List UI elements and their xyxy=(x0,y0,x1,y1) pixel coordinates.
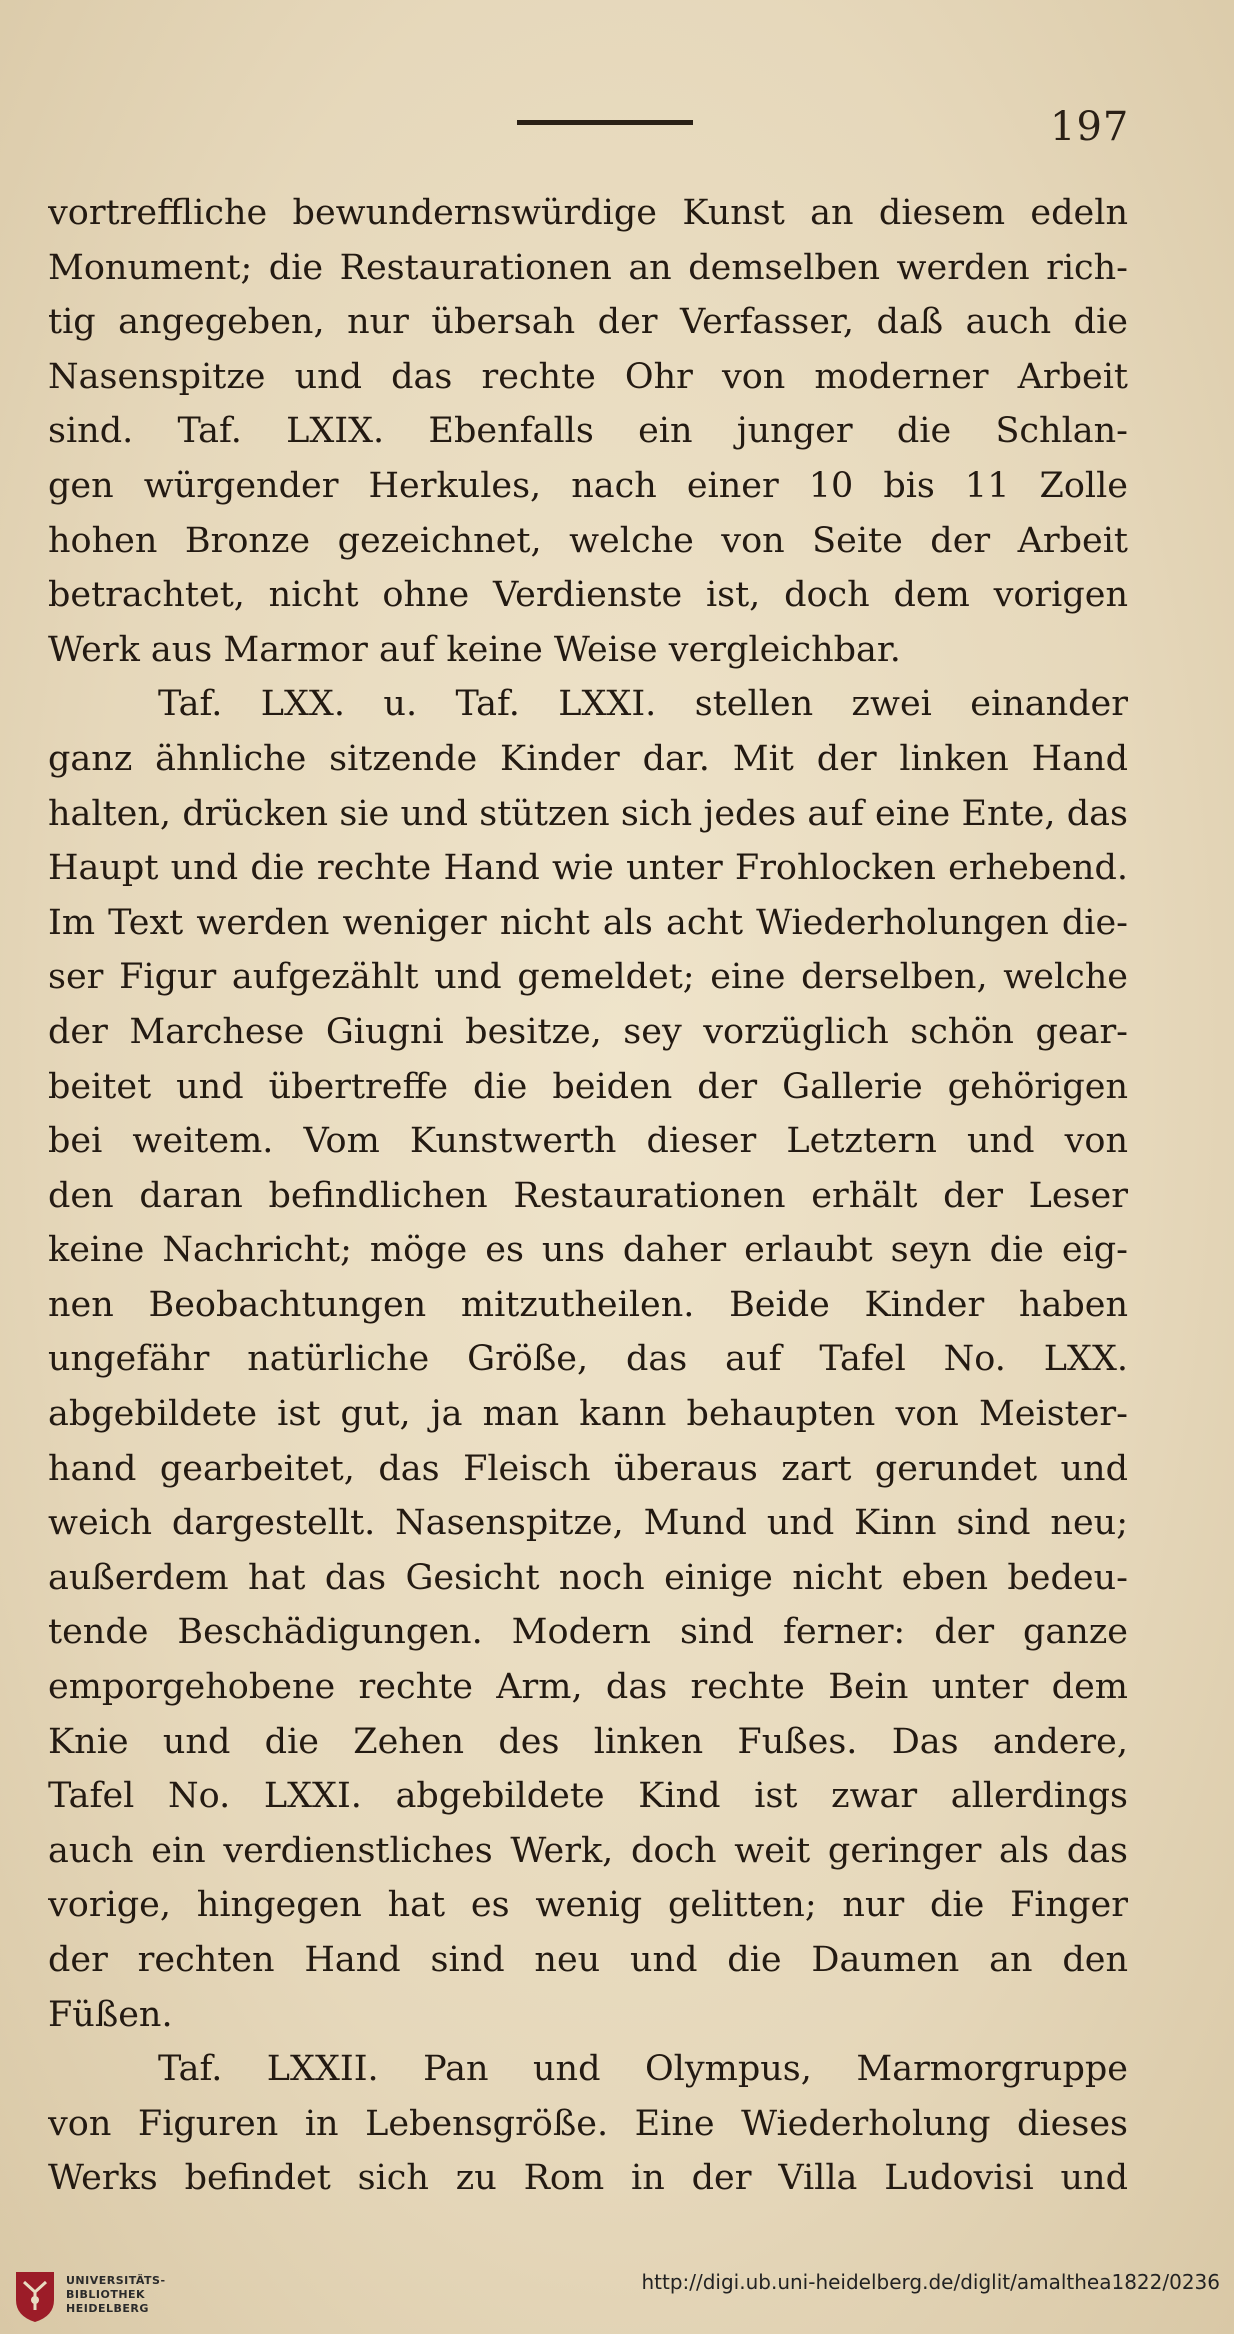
text-line: der rechten Hand sind neu und die Daumen an den xyxy=(48,1940,1128,1980)
text-line: gen würgender Herkules, nach einer 10 bis 11 Zolle xyxy=(48,465,1128,506)
text-line: Werk aus Marmor auf keine Weise vergleichbar. xyxy=(48,629,901,670)
text-line: Füßen. xyxy=(48,1994,173,2035)
library-name-line: HEIDELBERG xyxy=(66,2302,149,2315)
text-line: weich dargestellt. Nasenspitze, Mund und Kinn sind neu; xyxy=(48,1503,1128,1544)
text-line: Tafel No. LXXI. abgebildete Kind ist zwar allerdings xyxy=(48,1776,1128,1817)
text-line: Werks befindet sich zu Rom in der Villa Ludovisi und xyxy=(48,2158,1128,2199)
text-line: tig angegeben, nur übersah der Verfasser, daß auch die xyxy=(48,302,1128,343)
text-line: vorige, hingegen hat es wenig gelitten; nur die Finger xyxy=(48,1885,1128,1926)
text-line: betrachtet, nicht ohne Verdienste ist, doch dem vorigen xyxy=(48,575,1128,616)
text-line: sind. Taf. LXIX. Ebenfalls ein junger die Schlan- xyxy=(48,411,1128,452)
text-line: ganz ähnliche sitzende Kinder dar. Mit der linken Hand xyxy=(48,738,1128,779)
text-line: emporgehobene rechte Arm, das rechte Bein unter dem xyxy=(48,1667,1128,1708)
text-line: von Figuren in Lebensgröße. Eine Wiederholung dieses xyxy=(48,2103,1128,2144)
text-line: Im Text werden weniger nicht als acht Wiederholungen die- xyxy=(48,902,1128,943)
text-line: halten, drücken sie und stützen sich jedes auf eine Ente, das xyxy=(48,793,1128,834)
library-name-line: BIBLIOTHEK xyxy=(66,2288,146,2301)
text-line: vortreffliche bewundernswürdige Kunst an diesem edeln xyxy=(48,193,1128,233)
library-name-line: UNIVERSITÄTS- xyxy=(66,2274,166,2287)
text-line: Haupt und die rechte Hand wie unter Frohlocken erhebend. xyxy=(48,848,1128,889)
text-line: Taf. LXXII. Pan und Olympus, Marmorgruppe xyxy=(158,2049,1128,2090)
text-line: der Marchese Giugni besitze, sey vorzüglich schön gear- xyxy=(48,1011,1128,1052)
text-line: ungefähr natürliche Größe, das auf Tafel No. LXX. xyxy=(48,1339,1128,1380)
university-seal-icon xyxy=(12,2270,58,2324)
text-line: nen Beobachtungen mitzutheilen. Beide Kinder haben xyxy=(48,1284,1128,1325)
text-line: abgebildete ist gut, ja man kann behaupten von Meister- xyxy=(48,1394,1128,1435)
header-rule xyxy=(517,120,693,125)
text-line: Nasenspitze und das rechte Ohr von moderner Arbeit xyxy=(48,356,1128,397)
text-line: den daran befindlichen Restaurationen erhält der Leser xyxy=(48,1175,1128,1216)
footer xyxy=(0,2254,1234,2334)
text-line: Knie und die Zehen des linken Fußes. Das andere, xyxy=(48,1721,1128,1762)
text-line: keine Nachricht; möge es uns daher erlaubt seyn die eig- xyxy=(48,1230,1128,1271)
text-line: ser Figur aufgezählt und gemeldet; eine derselben, welche xyxy=(48,957,1128,998)
text-line: auch ein verdienstliches Werk, doch weit geringer als das xyxy=(48,1830,1128,1871)
text-line: hohen Bronze gezeichnet, welche von Seite der Arbeit xyxy=(48,520,1128,561)
text-line: tende Beschädigungen. Modern sind ferner: der ganze xyxy=(48,1612,1128,1653)
text-line: Monument; die Restaurationen an demselben werden rich- xyxy=(48,247,1128,288)
text-line: Taf. LXX. u. Taf. LXXI. stellen zwei einander xyxy=(158,684,1128,725)
text-line: hand gearbeitet, das Fleisch überaus zart gerundet und xyxy=(48,1448,1128,1489)
text-line: bei weitem. Vom Kunstwerth dieser Letztern und von xyxy=(48,1121,1128,1162)
page-number: 197 xyxy=(1050,104,1130,150)
text-line: außerdem hat das Gesicht noch einige nicht eben bedeu- xyxy=(48,1557,1128,1598)
source-url[interactable]: http://digi.ub.uni-heidelberg.de/diglit/amalthea1822/0236 xyxy=(641,2270,1220,2294)
text-line: beitet und übertreffe die beiden der Gallerie gehörigen xyxy=(48,1066,1128,1107)
body-text xyxy=(48,186,1128,2206)
library-name xyxy=(66,2274,166,2316)
